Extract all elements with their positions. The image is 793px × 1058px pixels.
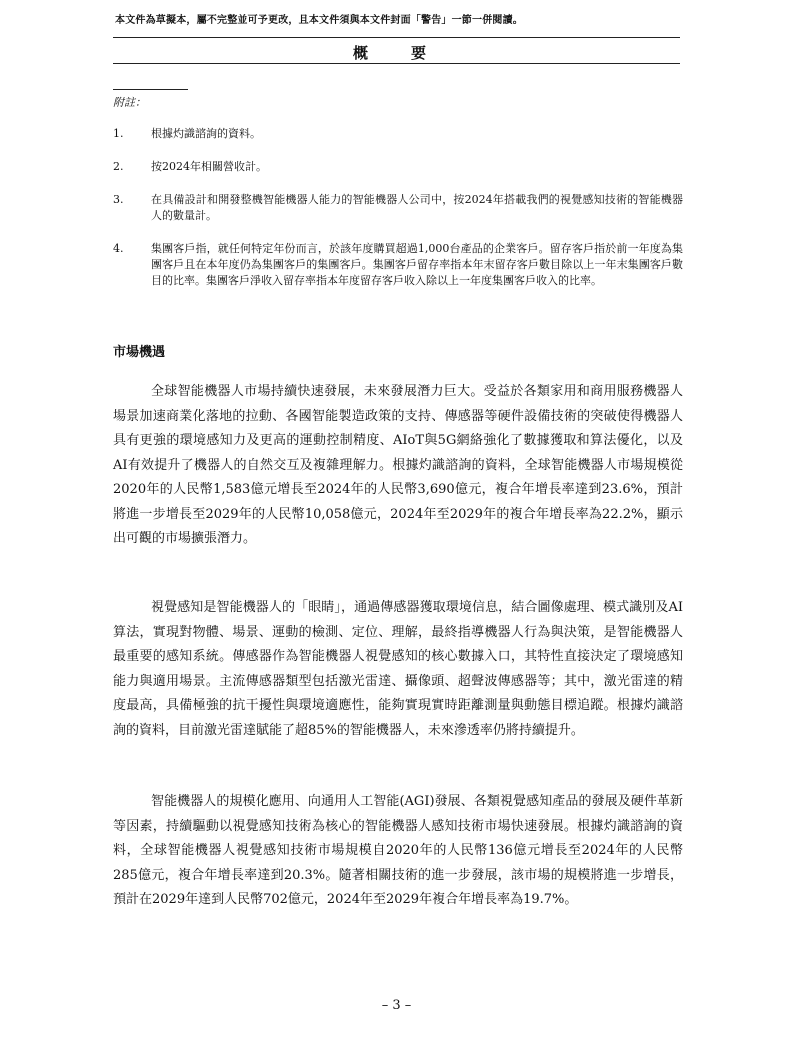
note-item (113, 159, 683, 175)
body-paragraph: 全球智能機器人市場持續快速發展，未來發展潛力巨大。受益於各類家用和商用服務機器人場景加速商業化落地的拉動、各國智能製造政策的支持、傳感器等硬件設備技術的突破使得機器人具有更強的環境感知力及更高的運動控制精度、AIoT與5G網絡強化了數據獲取和算法優化，以及AI有效提升了機器人的自然交互及複雜理解力。根據灼識諮詢的資料，全球智能機器人市場規模從2020年的人民幣1,583億元增長至2024年的人民幣3,690億元，複合年增長率達到23.6%，預計將進一步增長至2029年的人民幣10,058億元，2024年至2029年的複合年增長率為22.2%，顯示出可觀的市場擴張潛力。 (113, 384, 683, 546)
section-heading: 市場機遇 (113, 345, 166, 360)
notes-label: 附註： (113, 96, 146, 109)
header-top-rule (113, 37, 680, 38)
page-title: 概 要 (352, 44, 440, 62)
note-item (113, 126, 683, 142)
note-text: 集團客戶指，就任何特定年份而言，於該年度購買超過1,000台產品的企業客戶。留存客戶指於前一年度為集團客戶且在本年度仍為集團客戶的集團客戶。集團客戶留存率指本年末留存客戶數目除以上一年末集團客戶數目的比率。集團客戶淨收入留存率指本年度留存客戶收入除以上一年度集團客戶收入的比率。 (151, 242, 683, 287)
note-number: 3. (113, 193, 124, 206)
body-paragraph: 視覺感知是智能機器人的「眼睛」，通過傳感器獲取環境信息，結合圖像處理、模式識別及AI算法，實現對物體、場景、運動的檢測、定位、理解，最終指導機器人行為與決策，是智能機器人最重要的感知系統。傳感器作為智能機器人視覺感知的核心數據入口，其特性直接決定了環境感知能力與適用場景。主流傳感器類型包括激光雷達、攝像頭、超聲波傳感器等；其中，激光雷達的精度最高，具備極強的抗干擾性與環境適應性，能夠實現實時距離測量與動態目標追蹤。根據灼識諮詢的資料，目前激光雷達賦能了超85%的智能機器人，未來滲透率仍將持續提升。 (113, 600, 683, 738)
note-text: 在具備設計和開發整機智能機器人能力的智能機器人公司中，按2024年搭載我們的視覺感知技術的智能機器人的數量計。 (151, 193, 683, 222)
note-text: 按2024年相關營收計。 (151, 160, 267, 173)
body-paragraph: 智能機器人的規模化應用、向通用人工智能(AGI)發展、各類視覺感知產品的發展及硬件革新等因素，持續驅動以視覺感知技術為核心的智能機器人感知技術市場快速發展。根據灼識諮詢的資料，全球智能機器人視覺感知技術市場規模自2020年的人民幣136億元增長至2024年的人民幣285億元，複合年增長率達到20.3%。隨著相關技術的進一步發展，該市場的規模將進一步增長，預計在2029年達到人民幣702億元，2024年至2029年複合年增長率為19.7%。 (113, 794, 683, 907)
note-number: 4. (113, 242, 124, 255)
page-number: – 3 – (381, 998, 412, 1013)
note-number: 2. (113, 160, 124, 173)
header-bottom-rule (113, 63, 680, 64)
note-number: 1. (113, 127, 124, 140)
draft-disclaimer: 本文件為草擬本，屬不完整並可予更改，且本文件須與本文件封面「警告」一節一併閱讀。 (115, 15, 523, 26)
notes-separator (113, 89, 188, 90)
note-item (113, 241, 683, 289)
note-item (113, 192, 683, 224)
note-text: 根據灼識諮詢的資料。 (151, 127, 261, 140)
